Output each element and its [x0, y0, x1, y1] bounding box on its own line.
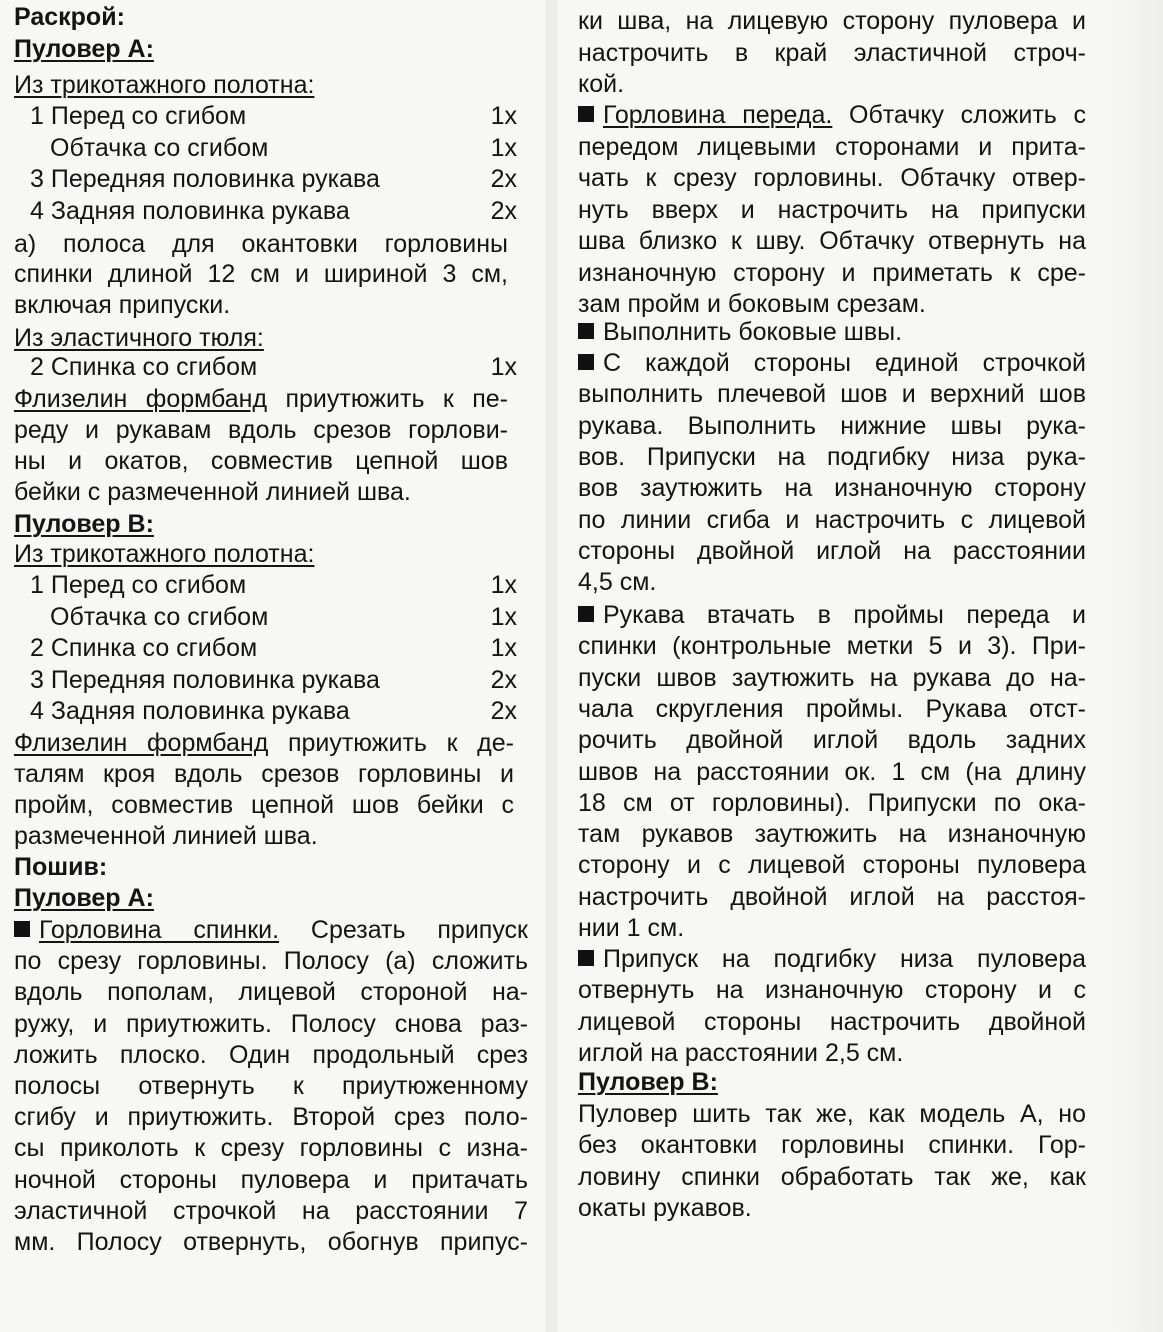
- a-strip-line: включая припуски.: [14, 291, 231, 319]
- paragraph-line: передом лицевыми сторонами и прита-: [578, 132, 1086, 161]
- a-interfacing-term: Флизелин формбанд: [14, 385, 268, 413]
- paragraph-line: окаты рукавов.: [578, 1193, 752, 1222]
- paragraph-line: нии 1 см.: [578, 914, 685, 942]
- part-name: 4 Задняя половинка рукава: [30, 697, 350, 725]
- paragraph-line: чать к срезу горловины. Обтачку отвер-: [578, 164, 1086, 192]
- part-qty: 2x: [490, 665, 517, 694]
- paragraph-line: спинки (контрольные метки 5 и 3). При-: [578, 632, 1086, 661]
- front-neck-term: Горловина переда.: [603, 101, 833, 129]
- paragraph-line: мм. Полосу отвернуть, обогнув припус-: [14, 1228, 528, 1256]
- pullover-b-sewing-title: Пуловер B:: [578, 1068, 718, 1096]
- a-tulle-part-name: 2 Спинка со сгибом: [30, 353, 258, 381]
- a-interfacing-line: Флизелин формбанд приутюжить к пе-: [14, 385, 508, 413]
- paragraph-line: зам пройм и боковым срезам.: [578, 290, 926, 318]
- front-neck-line: Горловина переда. Обтачку сложить с: [578, 100, 1086, 131]
- part-qty: 2x: [490, 196, 517, 225]
- bullet-square-icon: [578, 950, 594, 966]
- b-interfacing-line: пройм, совместив цепной шов бейки с: [14, 791, 514, 819]
- paragraph-line: швов на расстоянии ок. 1 см (на длину: [578, 757, 1086, 786]
- paragraph-line: Припуск на подгибку низа пуловера: [578, 944, 1086, 975]
- a-fabric-label: Из трикотажного полотна:: [14, 71, 315, 99]
- pullover-a-title: Пуловер A:: [14, 35, 154, 63]
- bullet-square-icon: [14, 921, 30, 937]
- part-name: Обтачка со сгибом: [50, 133, 269, 162]
- paragraph-line: по срезу горловины. Полосу (а) сложить: [14, 947, 528, 976]
- bullet-square-icon: [578, 606, 594, 622]
- part-name: 3 Передняя половинка рукава: [30, 165, 380, 193]
- bullet-square-icon: [578, 106, 594, 122]
- part-name: 1 Перед со сгибом: [30, 571, 247, 599]
- paragraph-line: полосы отвернуть к приутюженному: [14, 1072, 528, 1100]
- paragraph-line: стороны двойной иглой на расстоянии: [578, 536, 1086, 565]
- paragraph-line: ки шва, на лицевую сторону пуловера и: [578, 7, 1086, 35]
- part-name: 2 Спинка со сгибом: [30, 634, 258, 662]
- b-interfacing-line: талям кроя вдоль срезов горловины и: [14, 760, 514, 788]
- part-name: 3 Передняя половинка рукава: [30, 665, 380, 694]
- paragraph-line: пуски швов заутюжить на рукава до на-: [578, 663, 1086, 692]
- paragraph-line: ложить плоско. Один продольный срез: [14, 1040, 528, 1069]
- part-qty: 1x: [490, 102, 517, 130]
- paragraph-line: рукава. Выполнить нижние швы рука-: [578, 411, 1086, 440]
- part-qty: 2x: [490, 697, 517, 725]
- sewing-title: Пошив:: [14, 853, 108, 881]
- paragraph-line: иглой на расстоянии 2,5 см.: [578, 1038, 904, 1067]
- paragraph-line: без окантовки горловины спинки. Гор-: [578, 1131, 1086, 1160]
- paragraph-line: Рукава втачать в проймы переда и: [578, 600, 1086, 631]
- part-name: 1 Перед со сгибом: [30, 102, 247, 130]
- paragraph-line: отвернуть на изнаночную сторону и с: [578, 976, 1086, 1005]
- paragraph-line: С каждой стороны единой строчкой: [578, 348, 1086, 379]
- back-neck-term: Горловина спинки.: [39, 916, 280, 944]
- paragraph-line: сгибу и приутюжить. Второй срез поло-: [14, 1103, 528, 1132]
- paragraph-line: шва близко к шву. Обтачку отвернуть на: [578, 227, 1086, 255]
- paragraph-line: 4,5 см.: [578, 568, 657, 597]
- column-gutter: [545, 0, 557, 1332]
- paragraph-line: изнаночную сторону и приметать к сре-: [578, 258, 1086, 287]
- paragraph-line: выполнить плечевой шов и верхний шов: [578, 380, 1086, 409]
- a-strip-line: спинки длиной 12 см и шириной 3 см,: [14, 260, 508, 288]
- a-tulle-label: Из эластичного тюля:: [14, 324, 264, 352]
- paragraph-line: эластичной строчкой на расстоянии 7: [14, 1196, 528, 1225]
- paragraph-line: 18 см от горловины). Припуски по ока-: [578, 788, 1086, 817]
- a-strip-line: а) полоса для окантовки горловины: [14, 230, 508, 258]
- paragraph-line: лицевой стороны настрочить двойной: [578, 1007, 1086, 1036]
- paragraph-line: Пуловер шить так же, как модель А, но: [578, 1100, 1086, 1128]
- part-name: Обтачка со сгибом: [50, 602, 269, 631]
- part-qty: 1x: [490, 602, 517, 631]
- paragraph-line: вов. Припуски на подгибку низа рука-: [578, 442, 1086, 471]
- paragraph-line: сторону и с лицевой стороны пуловера: [578, 851, 1086, 880]
- paragraph-line: ружу, и приутюжить. Полосу снова раз-: [14, 1009, 528, 1038]
- paragraph-line: чала скругления проймы. Рукава отст-: [578, 694, 1086, 723]
- bullet-square-icon: [578, 323, 594, 339]
- sewing-a-title: Пуловер A:: [14, 884, 154, 912]
- part-qty: 1x: [490, 133, 517, 162]
- part-name: 4 Задняя половинка рукава: [30, 196, 350, 225]
- b-fabric-label: Из трикотажного полотна:: [14, 540, 315, 568]
- b-interfacing-line: размеченной линией шва.: [14, 822, 318, 850]
- pullover-b-title: Пуловер B:: [14, 510, 154, 538]
- adjacent-page-edge: [1108, 0, 1163, 1332]
- back-neck-line: Горловина спинки. Срезать припуск: [14, 915, 528, 946]
- a-interfacing-line: бейки с размеченной линией шва.: [14, 478, 411, 506]
- paragraph-line: сы приколоть к срезу горловины с изна-: [14, 1134, 528, 1163]
- b-interfacing-line: Флизелин формбанд приутюжить к де-: [14, 729, 514, 757]
- bullet-square-icon: [578, 354, 594, 370]
- paragraph-line: рочить двойной иглой вдоль задних: [578, 726, 1086, 755]
- paragraph-line: ночной стороны пуловера и притачать: [14, 1165, 528, 1194]
- a-interfacing-line: реду и рукавам вдоль срезов горлови-: [14, 416, 508, 444]
- part-qty: 2x: [490, 165, 517, 193]
- a-tulle-part-qty: 1x: [490, 353, 517, 381]
- paragraph-line: настрочить двойной иглой на расстоя-: [578, 882, 1086, 911]
- paragraph-line: там рукавов заутюжить на изнаночную: [578, 820, 1086, 849]
- paragraph-line: настрочить в край эластичной строч-: [578, 38, 1086, 67]
- b-interfacing-term: Флизелин формбанд: [14, 729, 269, 757]
- paragraph-line: нуть вверх и настрочить на припуски: [578, 195, 1086, 224]
- paragraph-line: по линии сгиба и настрочить с лицевой: [578, 505, 1086, 534]
- a-interfacing-line: ны и окатов, совместив цепной шов: [14, 447, 508, 475]
- side-seams-line: Выполнить боковые швы.: [578, 317, 902, 348]
- cutting-title: Раскрой:: [14, 3, 125, 31]
- paragraph-line: вов заутюжить на изнаночную сторону: [578, 474, 1086, 503]
- paragraph-line: вдоль пополам, лицевой стороной на-: [14, 978, 528, 1007]
- part-qty: 1x: [490, 571, 517, 599]
- part-qty: 1x: [490, 634, 517, 662]
- paragraph-line: кой.: [578, 70, 625, 98]
- paragraph-line: ловину спинки обработать так же, как: [578, 1162, 1086, 1191]
